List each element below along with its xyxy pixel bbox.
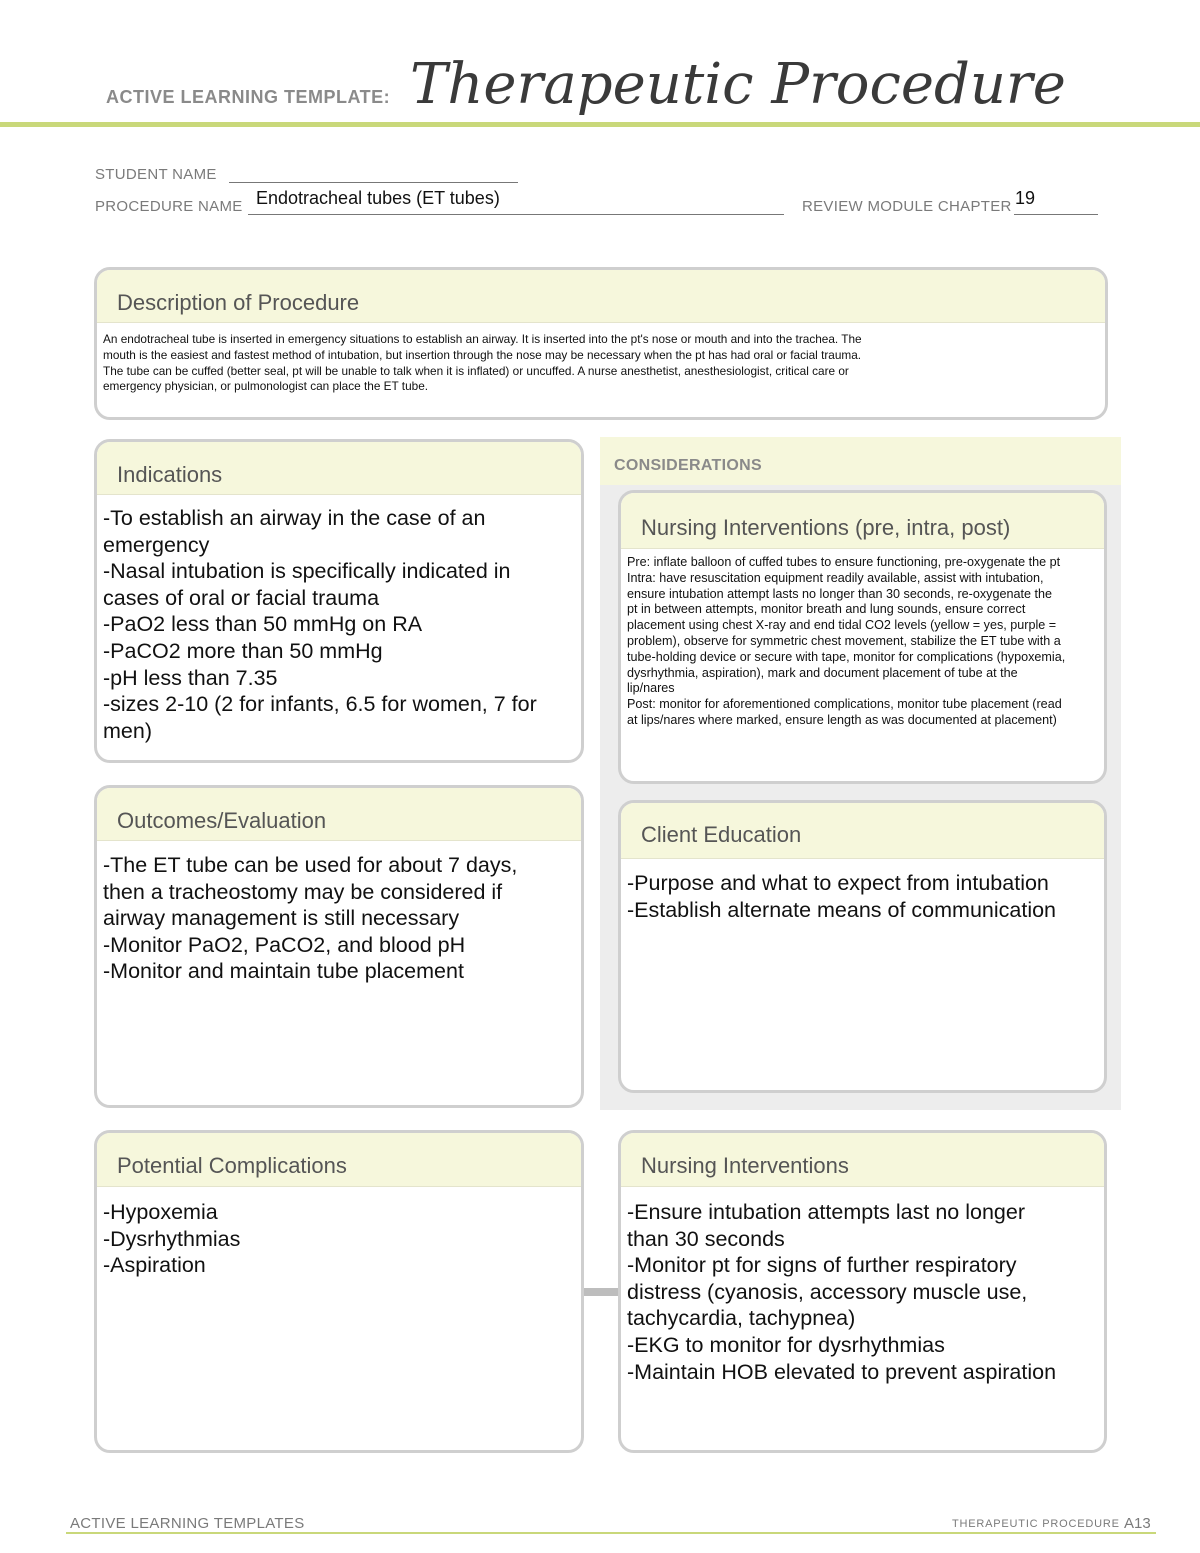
nursing-pre-intra-post-title: Nursing Interventions (pre, intra, post): [621, 493, 1104, 549]
page-title: Therapeutic Procedure: [410, 52, 1066, 117]
footer-left: ACTIVE LEARNING TEMPLATES: [70, 1515, 305, 1532]
outcomes-title: Outcomes/Evaluation: [97, 788, 581, 841]
connector-bar: [584, 1288, 620, 1296]
nursing-interventions-text[interactable]: -Ensure intubation attempts last no longer than 30 seconds -Monitor pt for signs of further respiratory distress (cyanosis, accessory muscle use, tachycardia, tachypnea) -EKG to monitor for dysrhythmias -Maintain HOB elevated to prevent aspiration: [627, 1200, 1057, 1384]
nursing-pre-intra-post-box: [618, 490, 1107, 784]
considerations-title: CONSIDERATIONS: [614, 457, 762, 474]
client-education-text[interactable]: -Purpose and what to expect from intubation -Establish alternate means of communication: [627, 871, 1057, 922]
complications-box: [94, 1130, 584, 1453]
template-label: ACTIVE LEARNING TEMPLATE:: [106, 87, 391, 107]
outcomes-text[interactable]: -The ET tube can be used for about 7 days, then a tracheostomy may be considered if airway management is still necessary -Monitor PaO2, PaCO2, and blood pH -Monitor and maintain tube placement: [103, 853, 518, 984]
page-number: A13: [1124, 1515, 1151, 1532]
complications-text[interactable]: -Hypoxemia -Dysrhythmias -Aspiration: [103, 1200, 241, 1278]
footer-right: THERAPEUTIC PROCEDURE: [952, 1518, 1120, 1530]
indications-text[interactable]: -To establish an airway in the case of an emergency -Nasal intubation is specifically indicated in cases of oral or facial trauma -PaO2 less than 50 mmHg on RA -PaCO2 more than 50 mmHg -pH less than 7.35 -sizes 2-10 (2 for infants, 6.5 for women, 7 for men): [103, 506, 537, 743]
footer-divider: [66, 1532, 1156, 1534]
description-text[interactable]: An endotracheal tube is inserted in emergency situations to establish an airway. It is inserted into the pt's nose or mouth and into the trachea. The mouth is the easiest and fastest method of intubation, but insertion through the nose may be necessary when the pt has had oral or facial trauma. The tube can be cuffed (better seal, pt will be unable to talk when it is inflated) or uncuffed. A nurse anesthetist, anesthesiologist, critical care or emergency physician, or pulmonologist can place the ET tube.: [103, 332, 862, 394]
review-module-field[interactable]: [1014, 188, 1098, 215]
client-education-title: Client Education: [621, 803, 1104, 859]
student-name-field[interactable]: [229, 164, 518, 183]
description-box: [94, 267, 1108, 420]
description-title: Description of Procedure: [97, 270, 1105, 323]
procedure-name-label: PROCEDURE NAME: [95, 198, 243, 215]
outcomes-box: [94, 785, 584, 1108]
indications-box: [94, 439, 584, 763]
complications-title: Potential Complications: [97, 1133, 581, 1187]
procedure-name-field[interactable]: [248, 188, 784, 215]
header-divider: [0, 122, 1200, 127]
client-education-box: [618, 800, 1107, 1093]
student-name-label: STUDENT NAME: [95, 166, 217, 183]
review-module-label: REVIEW MODULE CHAPTER: [802, 198, 1012, 215]
indications-title: Indications: [97, 442, 581, 495]
review-module-value: 19: [1015, 188, 1036, 208]
nursing-interventions-title: Nursing Interventions: [621, 1133, 1104, 1187]
nursing-interventions-box: [618, 1130, 1107, 1453]
nursing-pre-intra-post-text[interactable]: Pre: inflate balloon of cuffed tubes to ensure functioning, pre-oxygenate the pt Intra: have resuscitation equipment readily available, assist with intubation, ensure intubation attempt lasts no longer than 30 seconds, re-oxygenate the pt in between attempts, monitor breath and lung sounds, ensure correct placement using chest X-ray and end tidal CO2 levels (yellow = yes, purple = problem), observe for symmetric chest movement, stabilize the ET tube with a tube-holding device or secure with tape, monitor for complications (hypoxemia, dysrhythmia, aspiration), mark and document placement of tube at the lip/nares Post: monitor for aforementioned complications, monitor tube placement (read at lips/nares where marked, ensure length as was documented at placement): [627, 555, 1066, 727]
procedure-name-value: Endotracheal tubes (ET tubes): [256, 188, 500, 208]
